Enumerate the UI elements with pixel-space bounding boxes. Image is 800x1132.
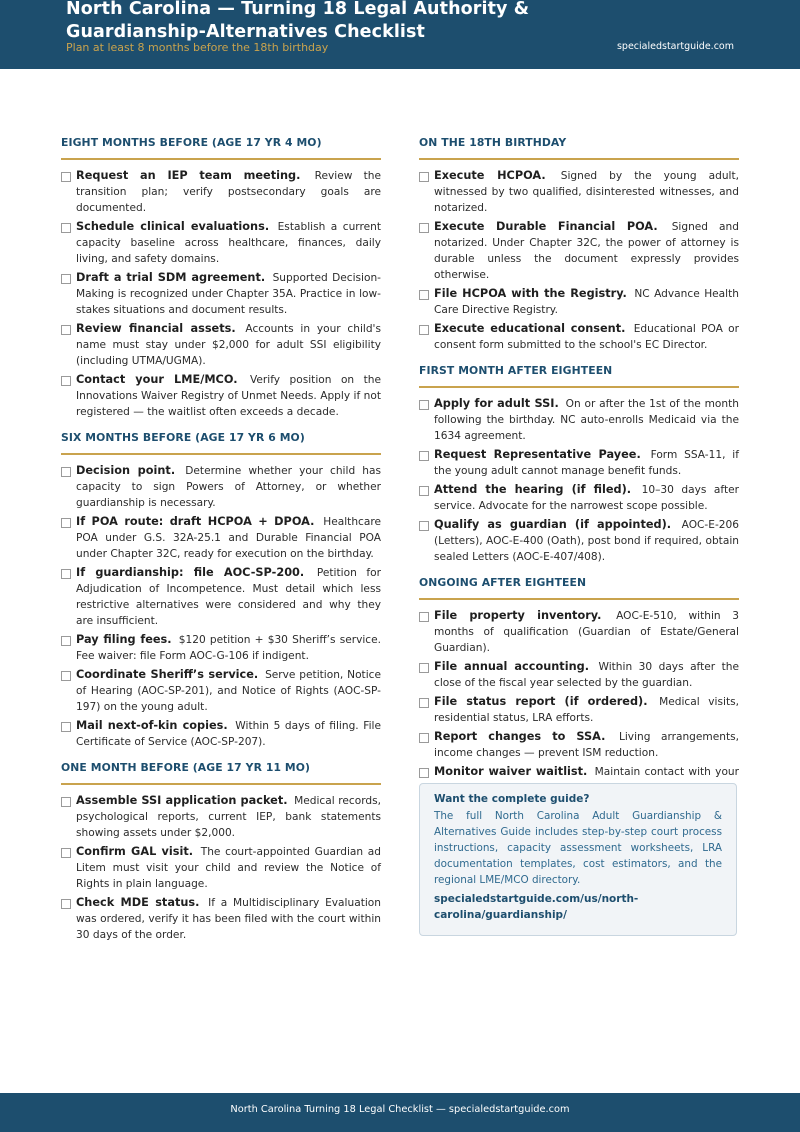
item-description: 10–30 days after service. Advocate for the narrowest scope possible. — [434, 484, 739, 512]
item-label: Report changes to SSA. — [434, 730, 606, 743]
item-description: Determine whether your child has capacity to sign Powers of Attorney, or whether guardianship is necessary. — [76, 465, 381, 509]
checklist-section — [61, 431, 381, 750]
item-description: $120 petition + $30 Sheriff’s service. Fee waiver: file Form AOC-G-106 if indigent. — [76, 634, 382, 662]
item-label: Execute HCPOA. — [434, 169, 546, 182]
checkbox-icon[interactable] — [61, 274, 71, 284]
footer-text: North Carolina Turning 18 Legal Checklist — specialedstartguide.com — [230, 1104, 570, 1115]
checklist-item — [419, 396, 739, 444]
item-description: Form SSA-11, if the young adult cannot manage benefit funds. — [434, 449, 739, 477]
item-label: Check MDE status. — [76, 896, 200, 909]
item-description: Healthcare POA under G.S. 32A-25.1 and Durable Financial POA under Chapter 32C, ready for execution on the birthday. — [76, 516, 381, 560]
item-description: AOC-E-510, within 3 months of qualification (Guardian of Estate/General Guardian). — [434, 610, 740, 654]
right-column — [419, 136, 739, 807]
checkbox-icon[interactable] — [61, 467, 71, 477]
checkbox-icon[interactable] — [419, 612, 429, 622]
section-title: ONGOING AFTER EIGHTEEN — [419, 576, 739, 600]
checkbox-icon[interactable] — [419, 451, 429, 461]
checkbox-icon[interactable] — [61, 172, 71, 182]
item-description: On or after the 1st of the month following the birthday. NC auto-enrolls Medicaid via the 1634 agreement. — [434, 398, 739, 442]
checkbox-icon[interactable] — [419, 486, 429, 496]
item-label: File status report (if ordered). — [434, 695, 648, 708]
checklist-item — [419, 286, 739, 318]
checkbox-icon[interactable] — [419, 325, 429, 335]
section-title: ON THE 18TH BIRTHDAY — [419, 136, 739, 160]
item-label: Request Representative Payee. — [434, 448, 641, 461]
item-description: Supported Decision-Making is recognized under Chapter 35A. Practice in low-stakes situations and document results. — [76, 272, 381, 316]
guide-callout — [419, 783, 737, 936]
item-description: Petition for Adjudication of Incompetence. Must detail which less restrictive alternatives were considered and why they are insufficient. — [76, 567, 382, 627]
item-description: The court-appointed Guardian ad Litem must visit your child and review the Notice of Rights in plain language. — [76, 846, 381, 890]
checklist-item — [419, 608, 739, 656]
item-description: Maintain contact with your — [594, 766, 739, 778]
checklist-item — [61, 895, 381, 943]
callout-title: Want the complete guide? — [434, 793, 590, 805]
checklist-item — [61, 321, 381, 369]
item-label: Pay filing fees. — [76, 633, 172, 646]
item-label: Review financial assets. — [76, 322, 236, 335]
checklist-item — [419, 517, 739, 565]
checkbox-icon[interactable] — [419, 400, 429, 410]
item-description: Review the transition plan; verify postsecondary goals are documented. — [76, 170, 381, 214]
checklist-item — [419, 219, 739, 283]
item-description: AOC-E-206 (Letters), AOC-E-400 (Oath), post bond if required, obtain sealed Letters (AOC-E-407/408). — [434, 519, 739, 563]
checkbox-icon[interactable] — [419, 223, 429, 233]
item-label: Execute educational consent. — [434, 322, 626, 335]
checklist-section — [61, 761, 381, 943]
checklist-item — [419, 659, 739, 691]
section-title: EIGHT MONTHS BEFORE (AGE 17 YR 4 MO) — [61, 136, 381, 160]
checkbox-icon[interactable] — [61, 223, 71, 233]
item-label: Decision point. — [76, 464, 176, 477]
checklist-item — [61, 219, 381, 267]
checkbox-icon[interactable] — [61, 569, 71, 579]
checklist-item — [61, 270, 381, 318]
checklist-item — [419, 321, 739, 353]
callout-body: The full North Carolina Adult Guardianship & Alternatives Guide includes step-by-step court process instructions, capacity assessment worksheets, LRA documentation templates, cost estimators, and the regional LME/MCO directory. — [434, 810, 722, 886]
checklist-item — [61, 168, 381, 216]
page-title: North Carolina — Turning 18 Legal Authority & Guardianship-Alternatives Checklist — [66, 0, 530, 42]
item-description: Verify position on the Innovations Waiver Registry of Unmet Needs. Apply if not registered — the waitlist often exceeds a decade. — [76, 374, 382, 418]
item-description: Serve petition, Notice of Hearing (AOC-SP-201), and Notice of Rights (AOC-SP-197) on the young adult. — [76, 669, 381, 713]
checklist-item — [61, 632, 381, 664]
checklist-item — [419, 729, 739, 761]
checkbox-icon[interactable] — [419, 698, 429, 708]
item-label: Attend the hearing (if filed). — [434, 483, 632, 496]
item-description: If a Multidisciplinary Evaluation was ordered, verify it has been filed with the court within 30 days of the order. — [76, 897, 381, 941]
item-label: Execute Durable Financial POA. — [434, 220, 658, 233]
checkbox-icon[interactable] — [61, 671, 71, 681]
checkbox-icon[interactable] — [419, 290, 429, 300]
item-description: Signed by the young adult, witnessed by two qualified, disinterested witnesses, and notarized. — [434, 170, 740, 214]
item-label: File HCPOA with the Registry. — [434, 287, 627, 300]
checklist-item — [61, 514, 381, 562]
item-label: Contact your LME/MCO. — [76, 373, 238, 386]
callout-link[interactable]: specialedstartguide.com/us/north-carolina/guardianship/ — [434, 893, 639, 921]
item-description: Accounts in your child's name must stay under $2,000 for adult SSI eligibility (including UTMA/UGMA). — [76, 323, 381, 367]
checkbox-icon[interactable] — [61, 518, 71, 528]
item-label: Schedule clinical evaluations. — [76, 220, 270, 233]
checklist-item — [419, 694, 739, 726]
checkbox-icon[interactable] — [419, 663, 429, 673]
item-label: If guardianship: file AOC-SP-200. — [76, 566, 305, 579]
checklist-item — [61, 667, 381, 715]
checklist-item — [61, 793, 381, 841]
item-label: Apply for adult SSI. — [434, 397, 559, 410]
item-label: Monitor waiver waitlist. — [434, 765, 588, 778]
checkbox-icon[interactable] — [419, 521, 429, 531]
item-description: Within 5 days of filing. File Certificate of Service (AOC-SP-207). — [76, 720, 381, 748]
item-label: File property inventory. — [434, 609, 602, 622]
item-label: Confirm GAL visit. — [76, 845, 194, 858]
checklist-section — [419, 136, 739, 353]
item-label: Coordinate Sheriff’s service. — [76, 668, 259, 681]
checkbox-icon[interactable] — [419, 733, 429, 743]
checklist-item — [61, 565, 381, 629]
checkbox-icon[interactable] — [61, 797, 71, 807]
checklist-item — [419, 482, 739, 514]
item-label: Draft a trial SDM agreement. — [76, 271, 266, 284]
checklist-section — [419, 364, 739, 565]
item-label: File annual accounting. — [434, 660, 589, 673]
checklist-section — [419, 576, 739, 796]
checkbox-icon[interactable] — [61, 722, 71, 732]
checklist-item — [419, 447, 739, 479]
header-banner — [0, 0, 800, 69]
checkbox-icon[interactable] — [61, 899, 71, 909]
checklist-item — [419, 168, 739, 216]
item-description: Establish a current capacity baseline across healthcare, finances, daily living, and safety domains. — [76, 221, 381, 265]
item-label: Qualify as guardian (if appointed). — [434, 518, 672, 531]
item-label: If POA route: draft HCPOA + DPOA. — [76, 515, 315, 528]
checkbox-icon[interactable] — [419, 768, 429, 778]
item-description: Within 30 days after the close of the fiscal year selected by the guardian. — [434, 661, 739, 689]
section-title: ONE MONTH BEFORE (AGE 17 YR 11 MO) — [61, 761, 381, 785]
checkbox-icon[interactable] — [419, 172, 429, 182]
item-description: Educational POA or consent form submitted to the school's EC Director. — [434, 323, 739, 351]
item-label: Request an IEP team meeting. — [76, 169, 301, 182]
item-description: Signed and notarized. Under Chapter 32C, the power of attorney is durable unless the document expressly provides otherwise. — [434, 221, 739, 281]
header-site-link[interactable]: specialedstartguide.com — [616, 41, 734, 52]
checkbox-icon[interactable] — [61, 848, 71, 858]
footer-bar — [0, 1093, 800, 1132]
checklist-item — [61, 463, 381, 511]
checkbox-icon[interactable] — [61, 325, 71, 335]
checklist-section — [61, 136, 381, 420]
section-title: FIRST MONTH AFTER EIGHTEEN — [419, 364, 739, 388]
checklist-item — [61, 372, 381, 420]
item-description: Living arrangements, income changes — prevent ISM reduction. — [434, 731, 740, 759]
checkbox-icon[interactable] — [61, 376, 71, 386]
left-column — [61, 136, 381, 954]
item-description: NC Advance Health Care Directive Registry. — [434, 288, 739, 316]
item-description: Medical records, psychological reports, current IEP, bank statements showing assets under $2,000. — [76, 795, 381, 839]
item-label: Mail next-of-kin copies. — [76, 719, 228, 732]
checklist-item — [61, 718, 381, 750]
page-subtitle: Plan at least 8 months before the 18th birthday — [66, 41, 329, 54]
checkbox-icon[interactable] — [61, 636, 71, 646]
checklist-item — [61, 844, 381, 892]
item-description: Medical visits, residential status, LRA efforts. — [434, 696, 739, 724]
item-label: Assemble SSI application packet. — [76, 794, 288, 807]
section-title: SIX MONTHS BEFORE (AGE 17 YR 6 MO) — [61, 431, 381, 455]
